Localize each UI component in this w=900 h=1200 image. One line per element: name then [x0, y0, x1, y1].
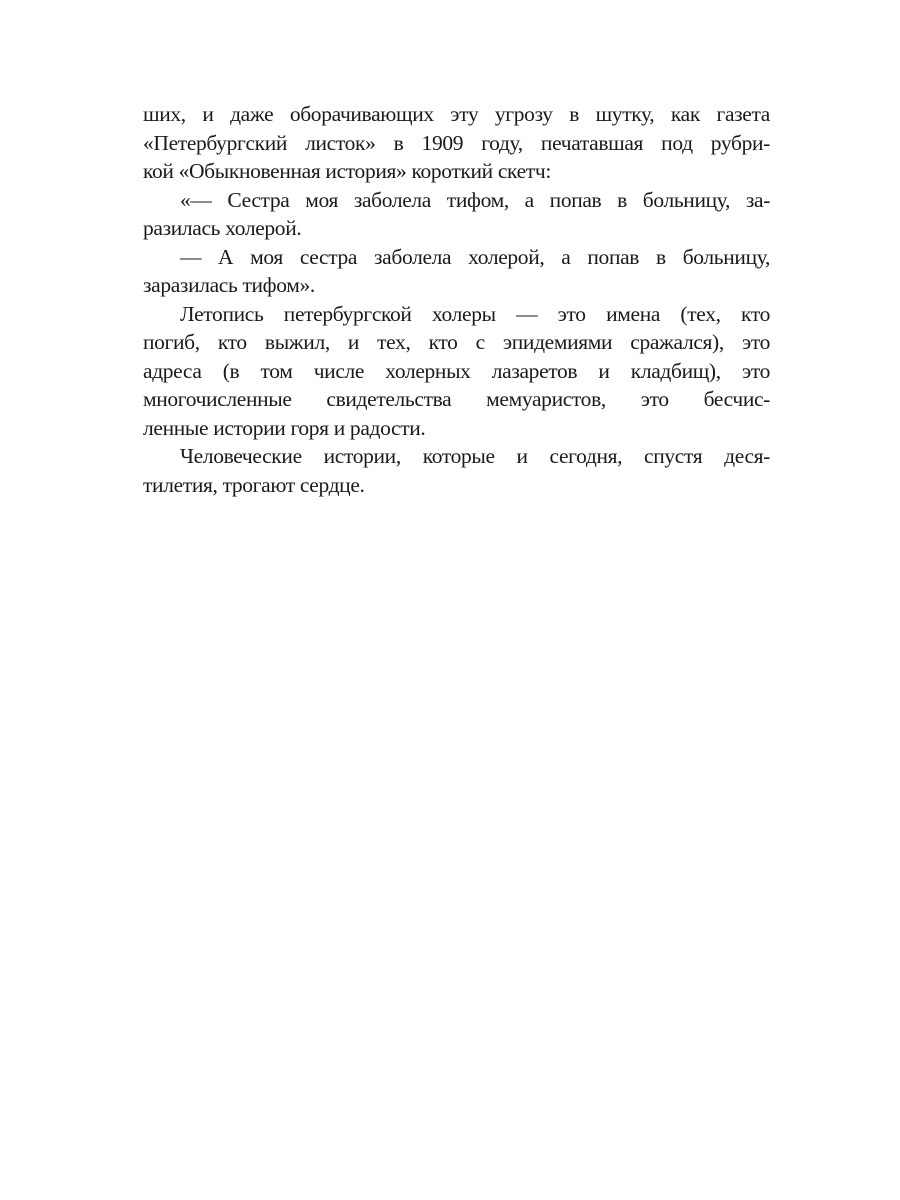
text-line: адреса (в том числе холерных лазаретов и кладбищ), это: [143, 358, 770, 383]
text-line: «— Сестра моя заболела тифом, а попав в больницу, за-: [180, 187, 770, 212]
paragraph-chronicle: [143, 300, 770, 443]
text-line: «Петербургский листок» в 1909 году, печатавшая под рубри-: [143, 130, 770, 155]
text-line: заразилась тифом».: [143, 273, 315, 297]
paragraph-continuation: [143, 100, 770, 186]
text-line: ленные истории горя и радости.: [143, 415, 426, 440]
text-line: разилась холерой.: [143, 216, 302, 240]
text-line: погиб, кто выжил, и тех, кто с эпидемиями сражался), это: [143, 330, 770, 354]
text-line: кой «Обыкновенная история» короткий скетч:: [143, 159, 551, 183]
text-line: тилетия, трогают сердце.: [143, 472, 365, 497]
paragraph-human-stories: [143, 442, 770, 499]
text-line: Человеческие истории, которые и сегодня, спустя деся-: [180, 444, 770, 468]
paragraph-dialogue-first: [143, 186, 770, 243]
text-line: — А моя сестра заболела холерой, а попав в больницу,: [180, 244, 770, 269]
body-text: [143, 100, 770, 499]
text-line: многочисленные свидетельства мемуаристов, это бесчис-: [143, 387, 770, 411]
paragraph-dialogue-second: [143, 243, 770, 300]
text-line: Летопись петербургской холеры — это имена (тех, кто: [180, 301, 770, 326]
text-line: ших, и даже оборачивающих эту угрозу в шутку, как газета: [143, 102, 770, 126]
